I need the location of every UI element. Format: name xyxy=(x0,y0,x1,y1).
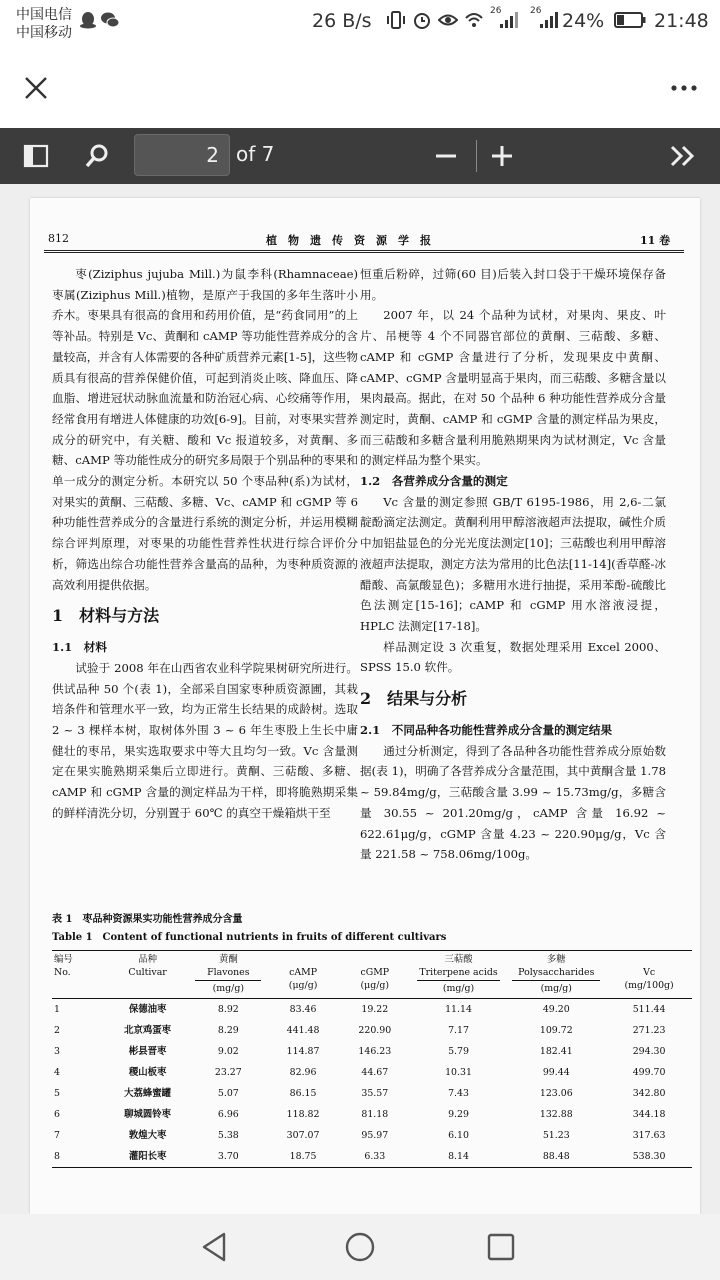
toolbar-divider xyxy=(476,140,477,172)
right-column xyxy=(360,264,666,865)
back-icon[interactable] xyxy=(198,1230,232,1264)
system-nav-bar xyxy=(0,1214,720,1280)
header-cgmp: cGMP (μg/g) xyxy=(360,967,390,991)
results-paragraph: 通过分析测定，得到了各品种各功能性营养成分原始数据(表 1)，明确了各营养成分含量范围，其中黄酮含量 1.78 ~ 59.84mg/g，三萜酸含量 3.99 ~ 15.73mg/g，多糖含量 30.55 ~ 201.20mg/g，cAMP 含量 16.92 ~ 622.61μg/g，cGMP 含量 4.23 ~ 220.90μg/g，Vc 含量 221.58 ~ 758.06mg/100g。 xyxy=(360,743,666,862)
nutrient-table xyxy=(52,950,692,1168)
recents-icon[interactable] xyxy=(484,1230,518,1264)
close-icon[interactable] xyxy=(14,66,58,110)
sidebar-toggle-icon[interactable] xyxy=(18,138,54,174)
section-heading-1-2: 1.2 各营养成分含量的测定 xyxy=(360,474,508,489)
section-heading-1-1: 1.1 材料 xyxy=(52,640,107,655)
materials-paragraph: 试验于 2008 年在山西省农业科学院果树研究所进行。供试品种 50 个(表 1)，全部采自国家枣种质资源圃，其栽培条件和管理水平一致，均为正常生长结果的成龄树。选取 2 ~ 3 棵样本树，取树体外围 3 ~ 6 年生枣股上生长中庸健壮的枣吊，果实选取要求中等大且均匀一致。Vc 含量测定在果实脆熟期采集后立即进行。黄酮、三萜酸、多糖、cAMP 和 cGMP 含量的测定样品为干样，即将脆熟期采集的鲜样清洗分切，分别置于 60℃ 的真空干燥箱烘干至 xyxy=(52,660,358,820)
table-caption-cn: 表 1 枣品种资源果实功能性营养成分含量 xyxy=(52,914,243,925)
header-cultivar: 品种 Cultivar xyxy=(128,954,167,978)
zoom-in-button[interactable] xyxy=(484,138,520,174)
page-number-input[interactable] xyxy=(134,134,230,176)
more-options-icon[interactable] xyxy=(662,66,706,110)
qq-icon xyxy=(78,10,98,30)
eye-icon xyxy=(438,10,458,30)
table-row: 3 彬县晋枣 9.02 114.87 146.23 5.79 182.41 294.30 xyxy=(54,1046,666,1057)
section-heading-2: 2 结果与分析 xyxy=(360,689,468,709)
methods-paragraph: Vc 含量的测定参照 GB/T 6195-1986，用 2,6-二氯靛酚滴定法测定。黄酮利用甲醇溶液超声法提取，碱性介质中加铝盐显色的分光光度法测定[10]；三萜酸也利用甲醇溶液超声法提取，测定方法为常用的比色法[11-14](香草醛-冰醋酸、高氯酸显色)；多糖用水进行抽提，采用苯酚-硫酸比色法测定[15-16]；cAMP 和 cGMP 用水溶液浸提，HPLC 法测定[17-18]。 xyxy=(360,494,666,633)
battery-icon xyxy=(614,10,646,30)
signal-1-label: 26 xyxy=(490,6,502,16)
app-bar xyxy=(0,44,720,128)
left-column xyxy=(52,264,358,824)
signal-2-icon xyxy=(538,10,558,30)
table-row: 4 稷山板枣 23.27 82.96 44.67 10.31 99.44 499.70 xyxy=(54,1067,666,1078)
header-triterpene: 三萜酸 Triterpene acids (mg/g) xyxy=(411,951,507,999)
page-count-label: of 7 xyxy=(236,142,275,166)
document-viewport[interactable] xyxy=(0,184,720,1214)
header-flavones: 黄酮 Flavones (mg/g) xyxy=(189,951,267,999)
header-camp: cAMP (μg/g) xyxy=(288,967,318,991)
alarm-icon xyxy=(412,10,432,30)
chevron-double-right-icon[interactable] xyxy=(666,138,702,174)
intro-paragraph: 枣(Ziziphus jujuba Mill.)为鼠李科(Rhamnaceae)枣属(Ziziphus Mill.)植物，是原产于我国的多年生落叶小乔木。枣果具有很高的食用和药用价值，是“药食同用”的上等补品。特别是 Vc、黄酮和 cAMP 等功能性营养成分的含量较高，并含有人体需要的各种矿质营养元素[1-5]，这些物质具有很高的营养保健价值，可起到消炎止咳、降血压、降血脂、增进冠状动脉血流量和防治冠心病、心绞痛等作用，经常食用有增进人体健康的功效[6-9]。目前，对枣果实营养成分的研究中，有关糖、酸和 Vc 报道较多，对黄酮、多糖、cAMP 等功能性成分的研究多局限于个别品种的枣果和单一成分的测定分析。本研究以 50 个枣品种(系)为试材，对果实的黄酮、三萜酸、多糖、Vc、cAMP 和 cGMP 等 6 种功能性营养成分的含量进行系统的测定分析，并运用模糊综合评判原理，对枣果的功能性营养性状进行综合评价分析，筛选出综合功能性营养含量高的品种，为枣种质资源的高效利用提供依据。 xyxy=(52,267,358,592)
header-polysaccharides: 多糖 Polysaccharides (mg/g) xyxy=(506,951,606,999)
status-bar xyxy=(0,0,720,44)
table-caption-en: Table 1 Content of functional nutrients in fruits of different cultivars xyxy=(52,932,447,943)
running-head-page-number: 812 xyxy=(48,232,69,245)
table-row: 7 敦煌大枣 5.38 307.07 95.97 6.10 51.23 317.63 xyxy=(54,1130,666,1141)
zoom-out-button[interactable] xyxy=(428,138,464,174)
search-icon[interactable] xyxy=(80,138,116,174)
carrier-1: 中国电信 xyxy=(16,7,72,23)
wifi-icon xyxy=(464,10,484,30)
header-no: 编号 No. xyxy=(54,954,73,978)
signal-2-label: 26 xyxy=(530,6,542,16)
running-head-rule xyxy=(44,250,684,251)
table-row: 1 保德油枣 8.92 83.46 19.22 11.14 49.20 511.44 xyxy=(54,1004,666,1015)
pdf-toolbar xyxy=(0,128,720,184)
battery-percent: 24% xyxy=(562,10,605,32)
signal-1-icon xyxy=(498,10,518,30)
running-head-volume: 11 卷 xyxy=(640,234,671,247)
table-row: 8 灌阳长枣 3.70 18.75 6.33 8.14 88.48 538.30 xyxy=(52,1146,692,1168)
continued-paragraph: 恒重后粉碎，过筛(60 目)后装入封口袋于干燥环境保存备用。 xyxy=(360,267,666,302)
table-row: 5 大荔蜂蜜罐 5.07 86.15 35.57 7.43 123.06 342.80 xyxy=(54,1088,666,1099)
table-row: 6 聊城圆铃枣 6.96 118.82 81.18 9.29 132.88 344.18 xyxy=(54,1109,666,1120)
running-head-journal: 植 物 遗 传 资 源 学 报 xyxy=(266,234,431,247)
section-heading-1: 1 材料与方法 xyxy=(52,606,160,626)
pdf-page xyxy=(30,198,700,1214)
header-vc: Vc (mg/100g) xyxy=(624,967,674,991)
table-row: 2 北京鸡蛋枣 8.29 441.48 220.90 7.17 109.72 271.23 xyxy=(54,1025,666,1036)
home-icon[interactable] xyxy=(343,1230,377,1264)
running-head-rule-2 xyxy=(44,252,684,253)
network-speed: 26 B/s xyxy=(312,10,372,32)
statistics-paragraph: 样品测定设 3 次重复，数据处理采用 Excel 2000、SPSS 15.0 软件。 xyxy=(360,639,666,675)
vibrate-icon xyxy=(386,10,406,30)
section-heading-2-1: 2.1 不同品种各功能性营养成分含量的测定结果 xyxy=(360,723,613,738)
table-header-row xyxy=(52,951,692,999)
carrier-2: 中国移动 xyxy=(16,25,72,41)
clock: 21:48 xyxy=(654,10,709,32)
organ-analysis-paragraph: 2007 年，以 24 个品种为试材，对果肉、果皮、叶片、吊梗等 4 个不同器官部位的黄酮、三萜酸、多糖、cAMP 和 cGMP 含量进行了分析，发现果皮中黄酮、cAMP、cGMP 含量明显高于果肉，而三萜酸、多糖含量以果肉最高。据此，在对 50 个品种 6 种功能性营养成分含量测定时，黄酮、cAMP 和 cGMP 含量的测定样品为果皮，而三萜酸和多糖含量利用脆熟期果肉为试材测定，Vc 含量的测定样品为整个果实。 xyxy=(360,308,666,468)
wechat-icon xyxy=(100,10,120,30)
